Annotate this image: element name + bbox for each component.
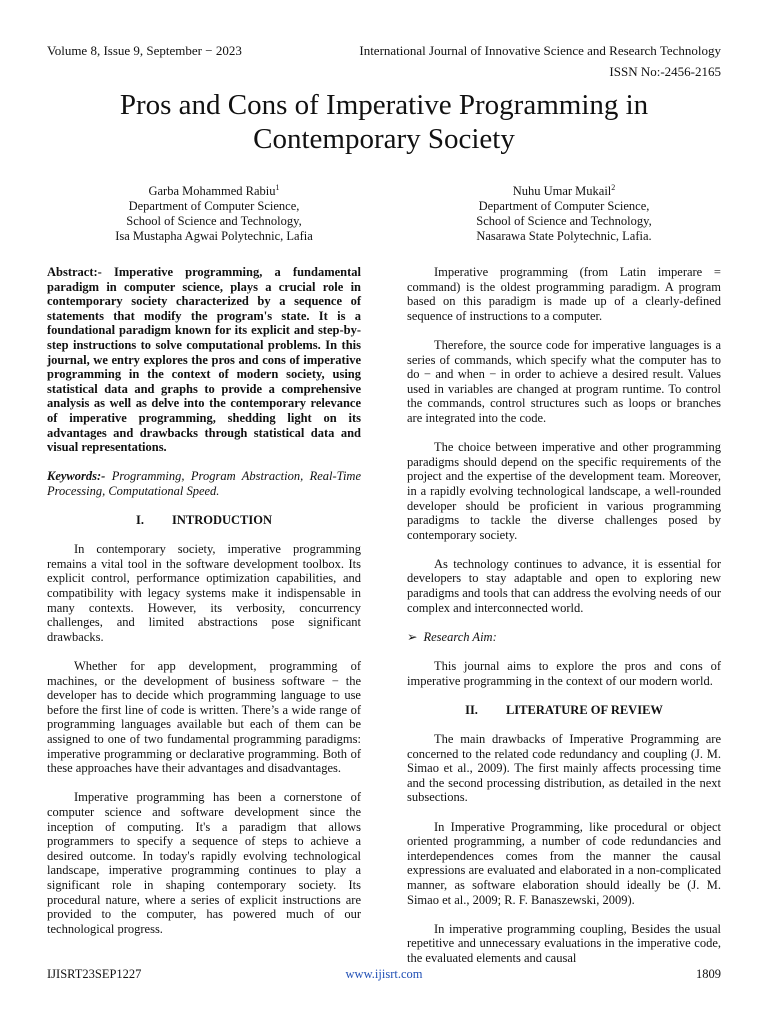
section-title: LITERATURE OF REVIEW (505, 702, 663, 717)
author-school: School of Science and Technology, (126, 214, 302, 229)
body-paragraph: The main drawbacks of Imperative Programming are concerned to the related code redundancy and coupling (J. M. Simao et al., 2009). The first mainly affects processing time and the second processing distribution, as detailed in the next subsections. (407, 732, 721, 805)
body-paragraph: As technology continues to advance, it is essential for developers to stay adaptable and open to exploring new paradigms and tools that can address the evolving needs of our complex and interconnected world. (407, 556, 721, 615)
body-paragraph: Whether for app development, programming of machines, or the development of business software − the developer has to decide which programming language to use before the first line of code is written. There’s a wide range of programming languages available but each of them can be assigned to one of two fundamental programming paradigms: imperative programming or declarative programming. Both of these approaches have their advantages and disadvantages. (47, 659, 361, 776)
section-title: INTRODUCTION (171, 513, 272, 528)
header-issn: ISSN No:-2456-2165 (609, 64, 721, 79)
author-block-2 (410, 180, 718, 244)
paper-title (60, 88, 708, 156)
author-name-text: Garba Mohammed Rabiu (148, 184, 276, 199)
body-paragraph: The choice between imperative and other programming paradigms should depend on the specific requirements of the project and the expertise of the development team. Moreover, in a rapidly evolving technological landscape, a well-rounded developer should be proficient in various programming paradigms to tackle the diverse challenges posed by contemporary society. (407, 440, 721, 542)
research-aim-text: This journal aims to explore the pros and cons of imperative programming in the context of our modern world. (407, 659, 721, 688)
body-paragraph: In Imperative Programming, like procedural or object oriented programming, a number of code redundancies and interdependences comes from the manner the causal expressions are evaluated and elaborated in a non-complicated manner, as software elaboration should ideally be (J. M. Simao et al., 2009; R. F. Banaszewski, 2009). (407, 819, 721, 907)
author-block-1 (60, 180, 368, 244)
section-heading-literature (407, 703, 721, 718)
keywords (47, 469, 361, 498)
title-line-1: Pros and Cons of Imperative Programming in (119, 89, 649, 121)
section-number: I. (135, 513, 144, 528)
body-paragraph: Therefore, the source code for imperative languages is a series of commands, which specify what the computer has to do − and when − in order to achieve a desired result. Values used in variables are changed at program runtime. To control the commands, control structures such as loops or branches are integrated into the code. (407, 337, 721, 425)
title-line-2: Contemporary Society (253, 123, 515, 155)
author-name (60, 180, 368, 199)
body-paragraph: In imperative programming coupling, Besides the usual repetitive and unnecessary evaluations in the imperative code, the evaluated elements and causal (407, 921, 721, 965)
keywords-text: Programming, Program Abstraction, Real-Time Processing, Computational Speed. (47, 469, 361, 498)
left-column (47, 265, 361, 951)
research-aim-label: Research Aim: (423, 629, 497, 644)
page-number: 1809 (696, 967, 721, 981)
footer-url-link[interactable]: www.ijisrt.com (345, 967, 423, 981)
author-name (410, 180, 718, 199)
header-volume: Volume 8, Issue 9, September − 2023 (47, 43, 242, 58)
section-number: II. (465, 702, 478, 717)
body-paragraph: Imperative programming has been a cornerstone of computer science and software development since the inception of computing. It's a paradigm that allows programmers to specify a sequence of steps to achieve a desired outcome. In today's rapidly evolving technological landscape, imperative programming continues to play a significant role in shaping contemporary society. Its procedural nature, where a series of explicit instructions are provided to the computer, has powered much of our technological progress. (47, 790, 361, 936)
author-affil-mark: 1 (275, 183, 280, 192)
footer-paper-id: IJISRT23SEP1227 (47, 967, 142, 981)
author-name-text: Nuhu Umar Mukail (512, 184, 612, 199)
right-column (407, 265, 721, 980)
author-dept: Department of Computer Science, (128, 199, 300, 214)
abstract: Abstract:- Imperative programming, a fundamental paradigm in computer science, plays a crucial role in contemporary society characterized by a sequence of statements that modify the program's state. It is a foundational paradigm known for its explicit and step-by-step instructions to solve computational problems. In this journal, we entry explores the pros and cons of imperative programming in the context of modern society, using statistical data and graphs to provide a comprehensive analysis as well as delve into the contemporary relevance of imperative programming, shedding light on its advantages and drawbacks through statistical data and visual representations. (47, 265, 361, 455)
arrow-bullet-icon: ➢ (407, 629, 418, 644)
author-institution: Isa Mustapha Agwai Polytechnic, Lafia (115, 229, 313, 244)
body-paragraph: Imperative programming (from Latin imperare = command) is the oldest programming paradigm. A program based on this paradigm is made up of a clearly-defined sequence of instructions to a computer. (407, 265, 721, 323)
author-school: School of Science and Technology, (476, 214, 652, 229)
body-paragraph: In contemporary society, imperative programming remains a vital tool in the software development toolbox. Its explicit control, performance optimization capabilities, and compatibility with legacy systems make it indispensable in many contexts. However, its verbosity, concurrency challenges, and limited abstractions pose significant drawbacks. (47, 542, 361, 644)
section-heading-introduction (47, 513, 361, 528)
author-affil-mark: 2 (611, 183, 616, 192)
keywords-label: Keywords:- (47, 469, 106, 484)
research-aim-heading (407, 630, 721, 645)
author-dept: Department of Computer Science, (478, 199, 650, 214)
author-institution: Nasarawa State Polytechnic, Lafia. (476, 229, 652, 244)
header-journal: International Journal of Innovative Science and Research Technology (359, 43, 721, 58)
